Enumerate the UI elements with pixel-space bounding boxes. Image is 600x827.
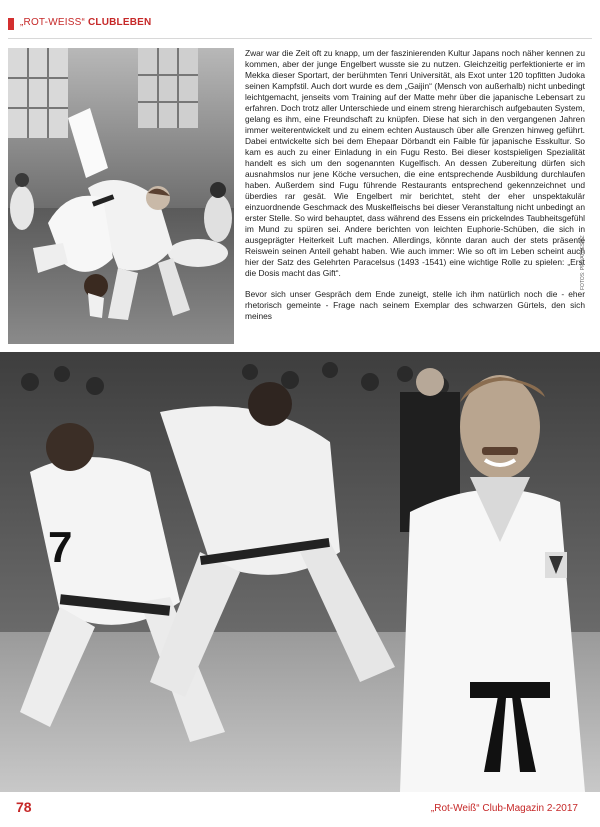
judo-training-photo bbox=[8, 48, 234, 344]
article-paragraph: Bevor sich unser Gespräch dem Ende zuneigt, stelle ich ihm natürlich noch die - eher rhetorisch gemeinte - Frage nach seinem Exemplar des schwarzen Gürtels, den sich meines bbox=[245, 289, 585, 321]
page-header bbox=[20, 17, 151, 28]
article-paragraph: Zwar war die Zeit oft zu knapp, um der faszinierenden Kultur Japans noch näher kennen zu kommen, aber der junge Engelbert wusste sie zu nutzen. Gleichzeitig perfektionierte er im Mekka dieser Sportart, der berühmten Tenri Universität, als Exot unter 120 topfitten Judoka seinen Kampfstil. Auch dort wurde es dem „Gaijin“ (Mensch von außerhalb) nicht unbedingt leichtgemacht, jenseits vom Training auf der Matte mehr über die japanische Lebensart zu erfahren. Doch trotz aller Unterschiede und einem streng hierarchisch aufgebauten System, gelang es ihm, eine Freundschaft zu knüpfen. Diese hat sich in den vergangenen Jahren immer weiterentwickelt und zu einem echten Austausch über alle Grenzen hinweg geführt. Dabei entwickelte sich bei dem Ehepaar Dörbandt ein Faible für japanische Esskultur. So kam es auch zu einer Einladung in ein Fugu Resto. Bei dieser kostspieligen Spezialität handelt es sich um den sogenannten Kugelfisch. An dessen Zubereitung dürfen sich ausnahmslos nur jene Köche versuchen, die eine entsprechende Ausbildung durchlaufen haben. Außerdem sind Fugu führende Restaurants entsprechend gekennzeichnet und überdies rar gesät. Wie Engelbert mir berichtet, steht der eher unspektakulär einzuordnende Geschmack des Muskelfleischs bei dieser Veranstaltung nicht unbedingt an erster Stelle. So wird behauptet, dass während des Essens ein prickelndes Taubheitsgefühl im Mund zu spüren sei. Andere berichten von leichten Euphorie-Schüben, die sich in ausgeprägter Heiterkeit Luft machen. Allerdings, könnte daran auch der stets präsente Reiswein seinen Anteil gehabt haben. Wie auch immer: Wie so oft im Leben scheint auch hier der Satz des Gelehrten Paracelsus (1493 -1541) eine wichtige Rolle zu spielen: „Erst die Dosis macht das Gift“. bbox=[245, 48, 585, 278]
magazine-title: „Rot-Weiß“ Club-Magazin 2-2017 bbox=[430, 803, 578, 814]
header-section: CLUBLEBEN bbox=[87, 17, 152, 28]
page-number: 78 bbox=[16, 799, 32, 815]
jersey-number: 7 bbox=[48, 523, 73, 572]
article-body bbox=[245, 48, 585, 322]
header-brand: „ROT-WEISS“ bbox=[20, 17, 85, 28]
header-divider bbox=[8, 38, 592, 39]
photo-credit: FOTOS: PRIVATBESITZ bbox=[580, 235, 586, 290]
judo-competition-photo bbox=[0, 352, 600, 792]
section-marker bbox=[8, 18, 14, 30]
judo-competition-illustration bbox=[0, 352, 600, 792]
judo-training-illustration bbox=[8, 48, 234, 344]
